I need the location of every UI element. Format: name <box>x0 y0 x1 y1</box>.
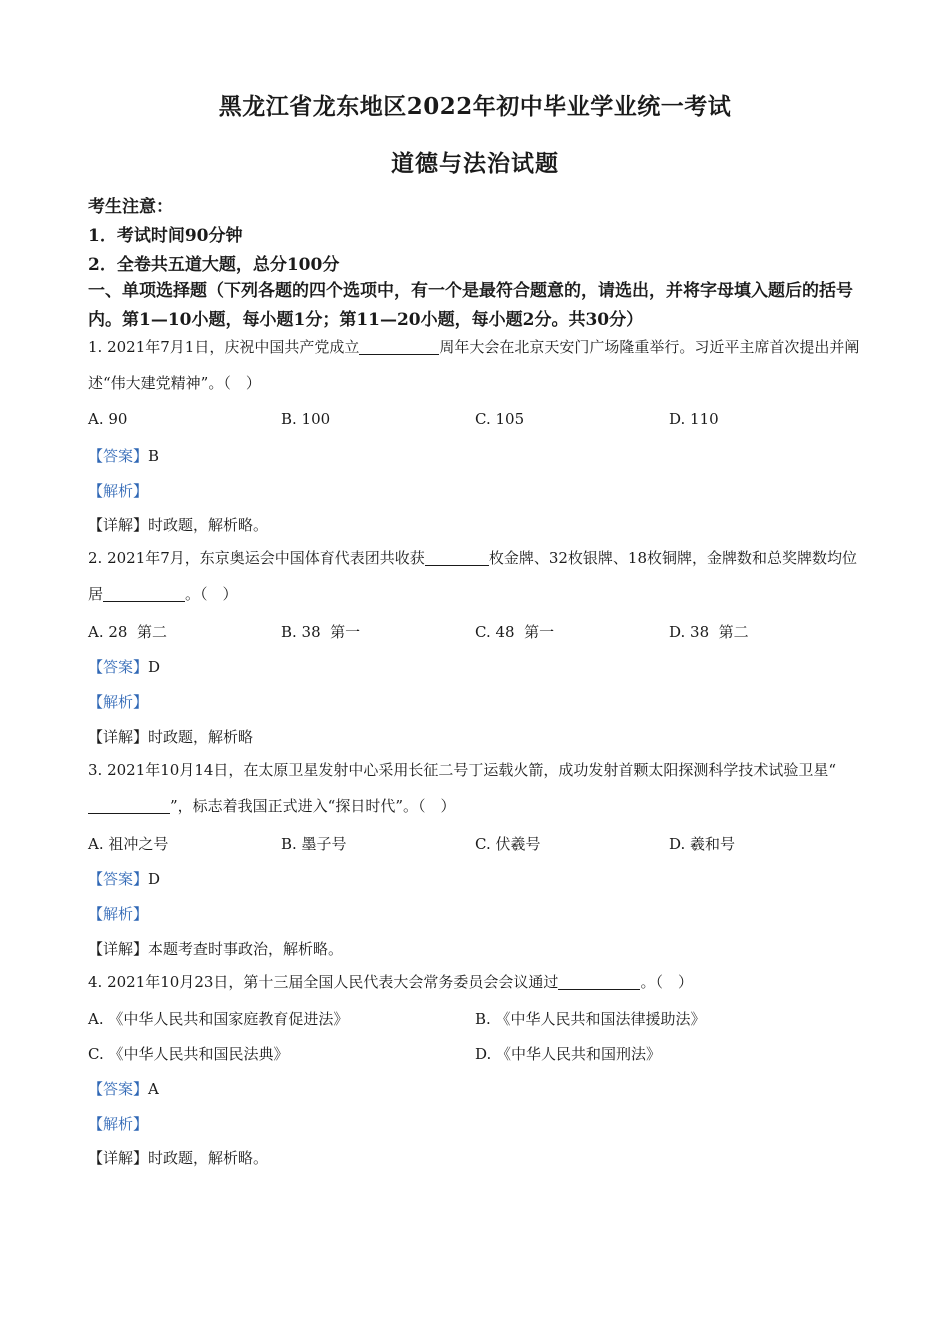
question-3-options <box>88 833 868 857</box>
question-4-options-row-1 <box>88 1008 868 1032</box>
option-b: B. 100 <box>281 410 331 428</box>
question-1-stem-a: 1. 2021年7月1日，庆祝中国共产党成立 <box>88 338 360 356</box>
question-4-options-row-2 <box>88 1043 868 1067</box>
option-a: A. 90 <box>88 410 128 428</box>
answer-value: D <box>148 658 161 676</box>
answer-blank <box>359 338 439 355</box>
question-1-detail <box>88 514 268 535</box>
answer-label: 【答案】 <box>88 447 149 465</box>
option-d: D. 110 <box>669 410 719 428</box>
question-4-answer <box>88 1078 159 1099</box>
question-4-stem <box>88 964 864 1000</box>
exam-subtitle: 道德与法治试题 <box>391 150 559 177</box>
answer-value: B <box>148 447 160 465</box>
question-2-stem-c: 。（ ） <box>185 585 238 603</box>
question-4-analysis-label: 【解析】 <box>88 1115 149 1133</box>
notice-item-1: 1．考试时间90分钟 <box>88 226 243 246</box>
detail-label: 【详解】 <box>88 940 149 958</box>
answer-blank <box>425 549 489 566</box>
answer-blank <box>88 797 170 814</box>
option-a: A. 28 第二 <box>88 623 167 641</box>
question-3-answer <box>88 868 160 889</box>
exam-title: 黑龙江省龙东地区2022年初中毕业学业统一考试 <box>218 93 732 120</box>
notice-item-2: 2．全卷共五道大题，总分100分 <box>88 255 340 275</box>
option-c: C. 伏羲号 <box>475 835 541 853</box>
question-2-stem <box>88 540 864 612</box>
question-3-stem <box>88 752 864 824</box>
question-2-options <box>88 621 868 645</box>
question-2-answer <box>88 656 160 677</box>
question-3-stem-b: ”，标志着我国正式进入“探日时代”。（ ） <box>170 797 456 815</box>
question-2-analysis-label: 【解析】 <box>88 693 149 711</box>
question-2-stem-a: 2. 2021年7月，东京奥运会中国体育代表团共收获 <box>88 549 425 567</box>
notice-heading: 考生注意： <box>88 197 173 217</box>
answer-label: 【答案】 <box>88 1080 149 1098</box>
question-1-stem <box>88 329 864 401</box>
answer-label: 【答案】 <box>88 658 149 676</box>
answer-value: A <box>148 1080 159 1098</box>
answer-blank <box>103 585 185 602</box>
detail-text: 时政题，解析略。 <box>148 1149 269 1167</box>
question-4-stem-b: 。（ ） <box>640 973 693 991</box>
option-a: A. 祖冲之号 <box>88 835 169 853</box>
detail-text: 本题考查时事政治，解析略。 <box>148 940 344 958</box>
question-3-stem-a: 3. 2021年10月14日，在太原卫星发射中心采用长征二号丁运载火箭，成功发射首颗太阳探测科学技术试验卫星“ <box>88 761 837 779</box>
question-2-stem-b: 枚金牌、32枚银牌、18枚铜牌，金牌数和总奖牌数均位居 <box>88 549 857 603</box>
option-c: C. 48 第一 <box>475 623 555 641</box>
option-c: C. 《中华人民共和国民法典》 <box>88 1045 289 1063</box>
question-3-analysis-label: 【解析】 <box>88 905 149 923</box>
option-b: B. 38 第一 <box>281 623 361 641</box>
detail-text: 时政题，解析略。 <box>148 516 269 534</box>
question-1-options <box>88 410 868 434</box>
question-1-stem-b: 周年大会在北京天安门广场隆重举行。习近平主席首次提出并阐述“伟大建党精神”。（ ） <box>88 338 860 392</box>
question-3-detail <box>88 938 343 959</box>
option-d: D. 羲和号 <box>669 835 736 853</box>
option-c: C. 105 <box>475 410 525 428</box>
option-d: D. 《中华人民共和国刑法》 <box>475 1045 662 1063</box>
detail-label: 【详解】 <box>88 728 149 746</box>
answer-blank <box>558 973 640 990</box>
option-b: B. 《中华人民共和国法律援助法》 <box>475 1010 706 1028</box>
question-4-stem-a: 4. 2021年10月23日，第十三届全国人民代表大会常务委员会会议通过 <box>88 973 559 991</box>
detail-text: 时政题，解析略 <box>148 728 254 746</box>
question-1-analysis-label: 【解析】 <box>88 482 149 500</box>
option-a: A. 《中华人民共和国家庭教育促进法》 <box>88 1010 349 1028</box>
answer-value: D <box>148 870 161 888</box>
answer-label: 【答案】 <box>88 870 149 888</box>
question-1-answer <box>88 445 159 466</box>
detail-label: 【详解】 <box>88 516 149 534</box>
option-b: B. 墨子号 <box>281 835 347 853</box>
detail-label: 【详解】 <box>88 1149 149 1167</box>
section-title: 一、单项选择题（下列各题的四个选项中，有一个是最符合题意的，请选出，并将字母填入题后的括号内。第1—10小题，每小题1分；第11—20小题，每小题2分。共30分） <box>88 281 853 330</box>
question-2-detail <box>88 726 253 747</box>
option-d: D. 38 第二 <box>669 623 749 641</box>
question-4-detail <box>88 1147 268 1168</box>
